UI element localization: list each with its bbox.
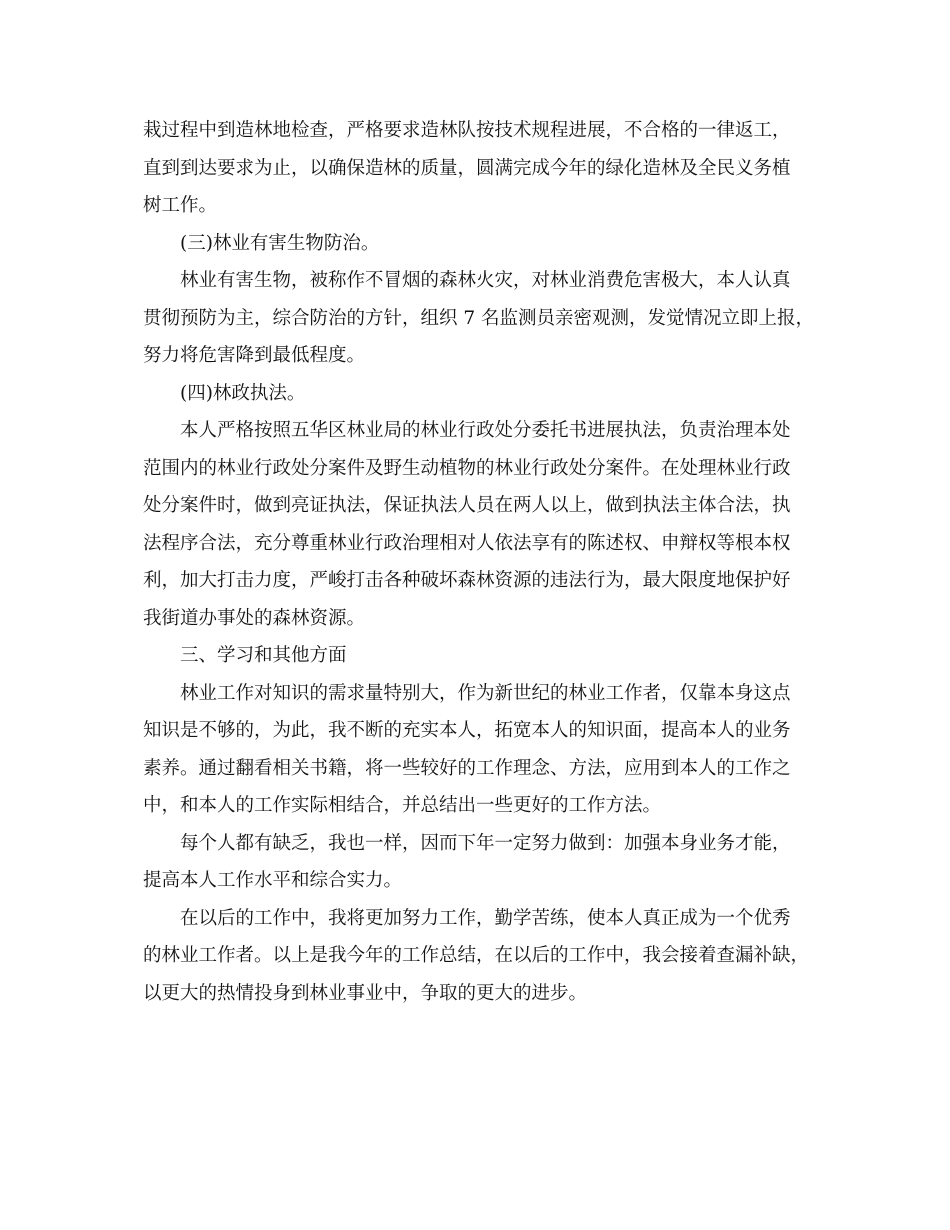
paragraph-afforestation-continued xyxy=(143,112,807,225)
text-line: 素养。通过翻看相关书籍，将一些较好的工作理念、方法，应用到本人的工作之 xyxy=(143,757,791,779)
text-line: 努力将危害降到最低程度。 xyxy=(143,345,366,366)
text-line: 直到到达要求为止，以确保造林的质量，圆满完成今年的绿化造林及全民义务植 xyxy=(143,157,791,179)
text-line: 在以后的工作中，我将更加努力工作，勤学苦练，使本人真正成为一个优秀 xyxy=(180,907,791,929)
paragraph-forestry-enforcement xyxy=(143,412,807,637)
text-line: 中，和本人的工作实际相结合，并总结出一些更好的工作方法。 xyxy=(143,795,662,816)
paragraph-pest-control xyxy=(143,262,815,375)
text-line: (三)林业有害生物防治。 xyxy=(180,232,380,254)
text-line: 范围内的林业行政处分案件及野生动植物的林业行政处分案件。在处理林业行政 xyxy=(143,457,791,479)
text-line: 栽过程中到造林地检查，严格要求造林队按技术规程进展，不合格的一律返工， xyxy=(143,120,791,141)
text-line: 本人严格按照五华区林业局的林业行政处分委托书进展执法，负责治理本处 xyxy=(180,420,791,441)
text-line: 贯彻预防为主，综合防治的方针，组织 7 名监测员亲密观测，发觉情况立即上报， xyxy=(143,307,815,329)
text-line: 我街道办事处的森林资源。 xyxy=(143,607,366,629)
section-heading-study-and-other xyxy=(143,637,807,675)
text-line: 利，加大打击力度，严峻打击各种破坏森林资源的违法行为，最大限度地保护好 xyxy=(143,570,791,591)
text-line: 树工作。 xyxy=(143,195,218,216)
text-line: 提高本人工作水平和综合实力。 xyxy=(143,870,403,891)
text-line: 三、学习和其他方面 xyxy=(180,645,347,666)
document-body xyxy=(143,112,815,1012)
text-line: 林业工作对知识的需求量特别大，作为新世纪的林业工作者，仅靠本身这点 xyxy=(180,682,791,704)
text-line: 林业有害生物，被称作不冒烟的森林火灾，对林业消费危害极大，本人认真 xyxy=(180,270,791,291)
text-line: 知识是不够的，为此，我不断的充实本人，拓宽本人的知识面，提高本人的业务 xyxy=(143,720,791,741)
paragraph-shortcomings xyxy=(143,825,807,900)
text-line: 以更大的热情投身到林业事业中，争取的更大的进步。 xyxy=(143,982,588,1004)
text-line: 法程序合法，充分尊重林业行政治理相对人依法享有的陈述权、申辩权等根本权 xyxy=(143,532,791,554)
paragraph-conclusion xyxy=(143,900,810,1013)
text-line: 的林业工作者。以上是我今年的工作总结，在以后的工作中，我会接着查漏补缺， xyxy=(143,945,810,966)
text-line: 处分案件时，做到亮证执法，保证执法人员在两人以上，做到执法主体合法，执 xyxy=(143,495,791,516)
section-heading-forestry-enforcement xyxy=(143,375,807,413)
text-line: (四)林政执法。 xyxy=(180,382,306,404)
text-line: 每个人都有缺乏，我也一样，因而下年一定努力做到：加强本身业务才能， xyxy=(180,832,791,854)
paragraph-study xyxy=(143,675,807,825)
section-heading-pest-control xyxy=(143,225,807,263)
